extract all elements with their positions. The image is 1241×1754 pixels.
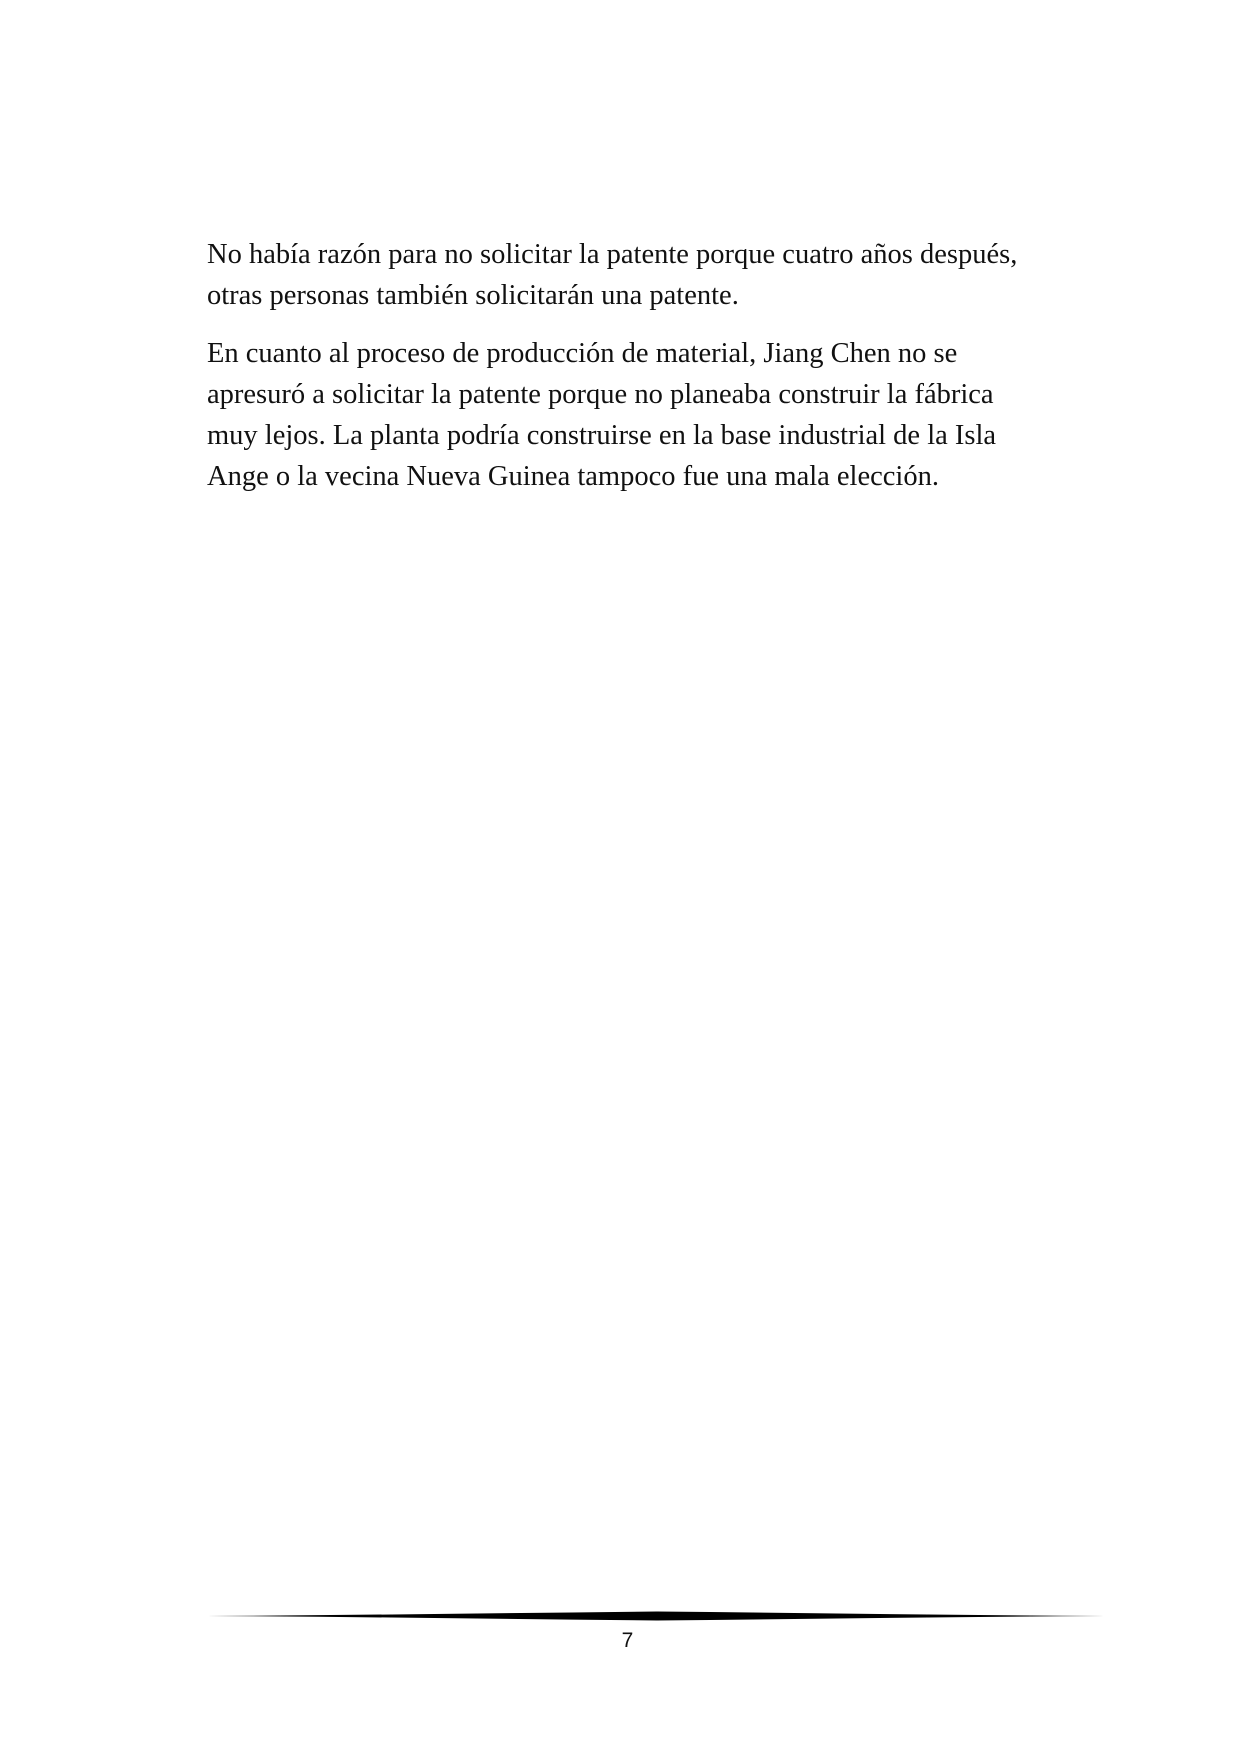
footer-divider (207, 1609, 1105, 1623)
paragraph-line: muy lejos. La planta podría construirse en la base industrial de la Isla (207, 420, 997, 451)
page-number: 7 (621, 1629, 634, 1652)
paragraph-line: En cuanto al proceso de producción de material, Jiang Chen no se (207, 338, 958, 369)
footer-divider-swash (207, 1612, 1105, 1621)
paragraph-line: Ange o la vecina Nueva Guinea tampoco fue una mala elección. (207, 461, 939, 492)
paragraph-1 (207, 234, 1087, 316)
paragraph-line: otras personas también solicitarán una patente. (207, 280, 739, 311)
body-text (207, 234, 1087, 514)
paragraph-line: No había razón para no solicitar la patente porque cuatro años después, (207, 239, 1018, 270)
paragraph-2 (207, 333, 1087, 497)
paragraph-line: apresuró a solicitar la patente porque no planeaba construir la fábrica (207, 379, 994, 410)
